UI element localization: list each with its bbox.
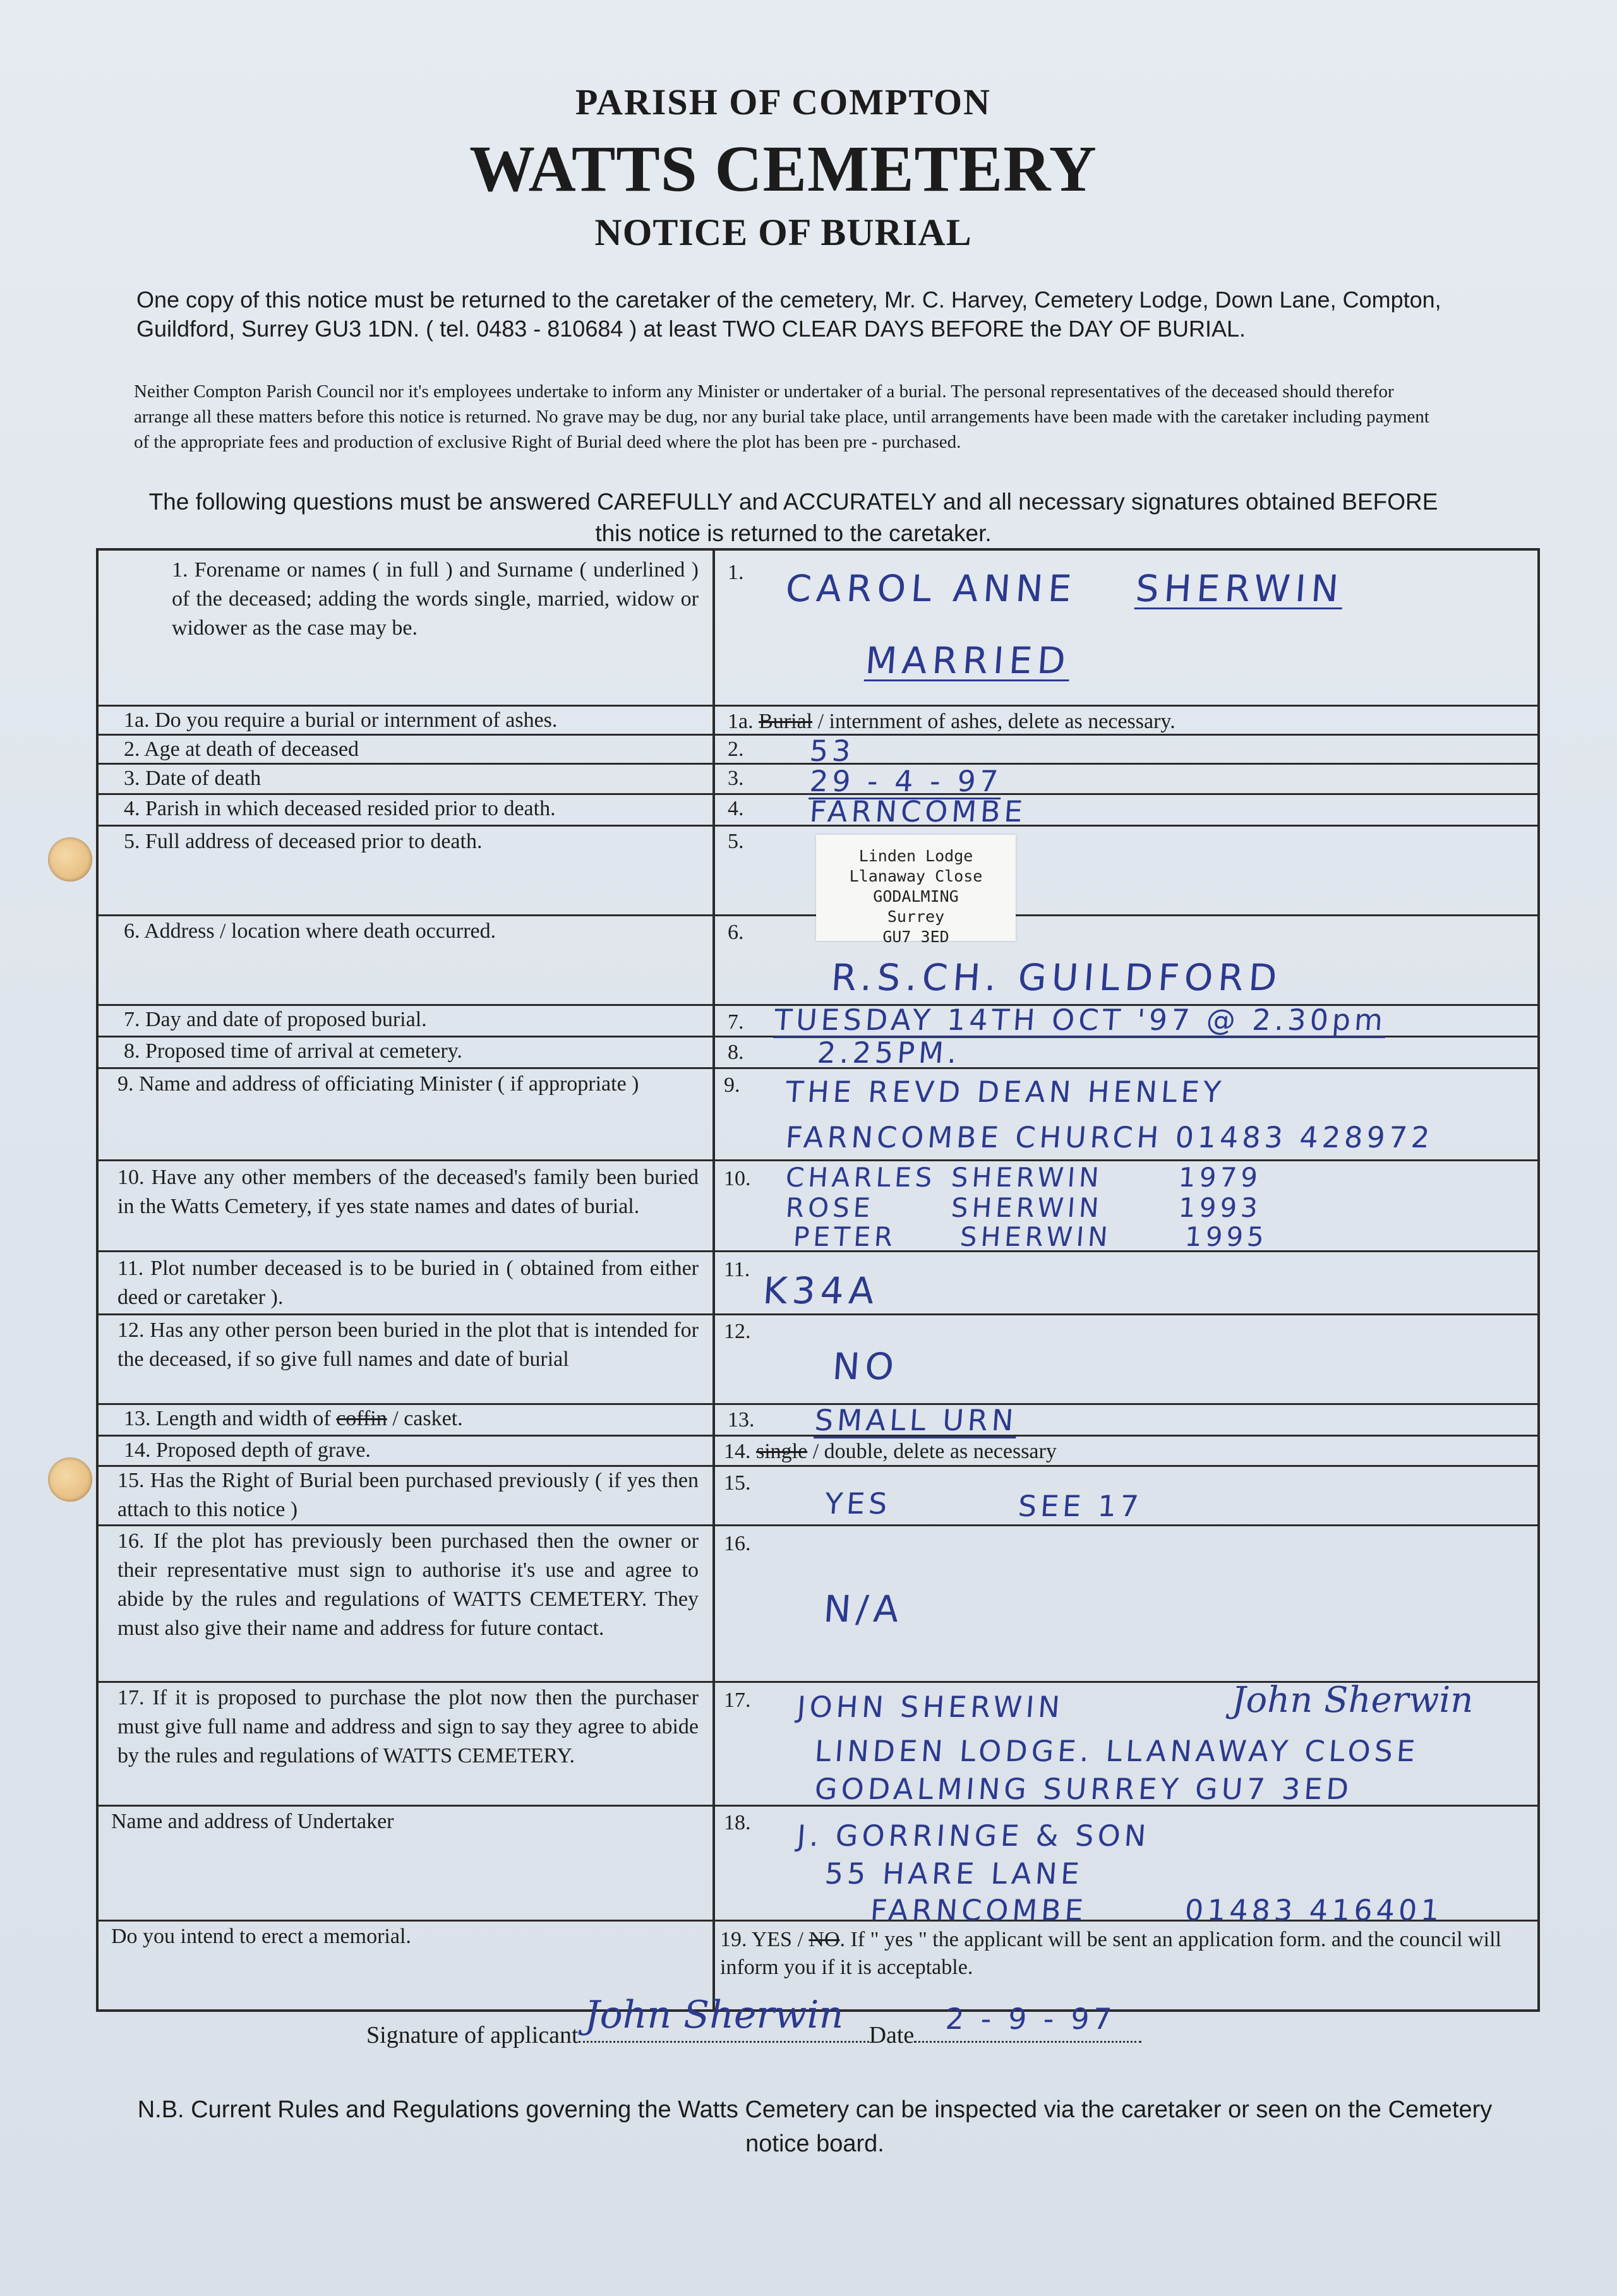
handwritten-purchaser-address-1: LINDEN LODGE. LLANAWAY CLOSE xyxy=(814,1734,1420,1768)
handwritten-family-surname-3: SHERWIN xyxy=(959,1221,1113,1252)
handwritten-age: 53 xyxy=(808,734,856,768)
handwritten-minister-name: THE REVD DEAN HENLEY xyxy=(784,1075,1226,1109)
answer-1a-number: 1a. xyxy=(728,710,754,733)
signature-label: Signature of applicant xyxy=(366,2022,579,2048)
handwritten-undertaker-street: 55 HARE LANE xyxy=(824,1857,1085,1891)
footer-note: N.B. Current Rules and Regulations governing the Watts Cemetery can be inspected via the caretaker or seen on the Cemetery notice board. xyxy=(137,2096,1493,2157)
question-7: 7. Day and date of proposed burial. xyxy=(124,1008,427,1031)
handwritten-q16: N/A xyxy=(822,1587,905,1630)
answer-number-3: 3. xyxy=(728,767,744,790)
address-line: Surrey xyxy=(887,907,945,926)
question-1a: 1a. Do you require a burial or internment of ashes. xyxy=(124,709,558,732)
signature-field[interactable] xyxy=(579,1993,869,2043)
question-10: 10. Have any other members of the deceased's family been buried in the Watts Cemetery, if yes state names and dates of burial. xyxy=(117,1166,699,1218)
question-19: Do you intend to erect a memorial. xyxy=(111,1925,411,1948)
question-15: 15. Has the Right of Burial been purchased previously ( if yes then attach to this notice ) xyxy=(117,1469,699,1521)
answer-number-15: 15. xyxy=(724,1471,751,1495)
handwritten-surname: SHERWIN xyxy=(1134,567,1345,610)
answer-1a-text: / internment of ashes, delete as necessary. xyxy=(817,710,1175,733)
address-label-sticker xyxy=(816,835,1016,946)
date-label: Date xyxy=(869,2022,915,2048)
answer-19-struck: NO xyxy=(808,1928,840,1951)
address-line: GU7 3ED xyxy=(882,928,949,946)
question-5: 5. Full address of deceased prior to death. xyxy=(124,830,483,853)
address-line: Llanaway Close xyxy=(849,867,983,885)
question-4: 4. Parish in which deceased resided prior to death. xyxy=(124,797,556,820)
question-12: 12. Has any other person been buried in the plot that is intended for the deceased, if so give full names and date of burial xyxy=(117,1318,699,1371)
row-divider xyxy=(96,1159,1540,1161)
question-14: 14. Proposed depth of grave. xyxy=(124,1438,371,1462)
handwritten-rob-purchased: YES xyxy=(824,1486,893,1521)
handwritten-arrival-time: 2.25PM. xyxy=(816,1036,962,1070)
disclaimer-paragraph: Neither Compton Parish Council nor it's employees undertake to inform any Minister or undertaker of a burial. The personal representatives of the deceased should therefor arrange all these matters before this notice is returned. No grave may be dug, nor any burial take place, until arrangements have been made with the caretaker including payment of the appropriate fees and production of exclusive Right of Burial deed where the plot has been pre - purchased. xyxy=(134,381,1429,452)
answer-number-9: 9. xyxy=(724,1073,740,1097)
handwritten-parish: FARNCOMBE xyxy=(808,794,1028,828)
row-divider xyxy=(96,1313,1540,1315)
answer-14-struck: single xyxy=(756,1440,808,1463)
question-13-text: 13. Length and width of xyxy=(124,1407,331,1430)
answer-number-11: 11. xyxy=(724,1258,750,1281)
handwritten-other-burial: NO xyxy=(831,1345,901,1388)
instructions-paragraph: The following questions must be answered CAREFULLY and ACCURATELY and all necessary signatures obtained BEFORE this notice is returned to the caretaker. xyxy=(148,489,1438,546)
handwritten-family-forename-3: PETER xyxy=(792,1221,898,1252)
question-2: 2. Age at death of deceased xyxy=(124,738,359,761)
answer-14 xyxy=(724,1437,1526,1466)
handwritten-undertaker-town: FARNCOMBE xyxy=(869,1893,1088,1927)
handwritten-marital-status: MARRIED xyxy=(863,639,1073,682)
answer-number-8: 8. xyxy=(728,1041,744,1064)
handwritten-purchaser-address-2: GODALMING SURREY GU7 3ED xyxy=(814,1772,1354,1806)
answer-19-text-end: . If " yes " the applicant will be sent an application form. and the council will inform you if it is acceptable. xyxy=(720,1928,1501,1979)
answer-1a xyxy=(728,707,1530,736)
answer-number-7: 7. xyxy=(728,1010,744,1034)
question-18: Name and address of Undertaker xyxy=(111,1810,394,1833)
question-11: 11. Plot number deceased is to be buried in ( obtained from either deed or caretaker ). xyxy=(117,1257,699,1309)
question-13 xyxy=(124,1404,705,1433)
table-column-divider xyxy=(712,548,715,2012)
answer-14-number: 14. xyxy=(724,1440,751,1463)
handwritten-family-forename-1: CHARLES xyxy=(784,1162,937,1193)
answer-number-17: 17. xyxy=(724,1689,751,1712)
question-17: 17. If it is proposed to purchase the plot now then the purchaser must give full name and address and sign to say they agree to abide by the rules and regulations of WATTS CEMETERY. xyxy=(117,1686,699,1767)
cemetery-title: WATTS CEMETERY xyxy=(469,133,1097,205)
handwritten-forenames: CAROL ANNE xyxy=(784,567,1078,610)
answer-14-text: / double, delete as necessary xyxy=(812,1440,1057,1463)
intro-paragraph: One copy of this notice must be returned to the caretaker of the cemetery, Mr. C. Harvey, Cemetery Lodge, Down Lane, Compton, Guildford, Surrey GU3 1DN. ( tel. 0483 - 810684 ) at least TWO CLEAR DAYS BEFORE the DAY OF BURIAL. xyxy=(136,287,1441,342)
answer-number-18: 18. xyxy=(724,1811,751,1834)
handwritten-family-year-3: 1995 xyxy=(1184,1221,1269,1252)
row-divider xyxy=(96,1524,1540,1526)
question-8: 8. Proposed time of arrival at cemetery. xyxy=(124,1039,462,1063)
answer-19 xyxy=(720,1926,1529,1982)
signature-date: 2 - 9 - 97 xyxy=(944,2002,1117,2036)
handwritten-purchaser-name: JOHN SHERWIN xyxy=(796,1690,1065,1724)
question-13-text-end: / casket. xyxy=(392,1407,463,1430)
answer-number-16: 16. xyxy=(724,1532,751,1555)
handwritten-death-location: R.S.CH. GUILDFORD xyxy=(829,956,1283,999)
applicant-signature: John Sherwin xyxy=(584,1993,844,2037)
handwritten-size: SMALL URN xyxy=(814,1403,1019,1437)
handwritten-family-surname-2: SHERWIN xyxy=(950,1192,1104,1223)
signature-row xyxy=(366,1993,1141,2049)
date-field[interactable] xyxy=(914,2002,1141,2043)
handwritten-family-surname-1: SHERWIN xyxy=(950,1162,1104,1193)
answer-number-2: 2. xyxy=(728,738,744,761)
answer-number-13: 13. xyxy=(728,1408,755,1432)
question-9: 9. Name and address of officiating Minister ( if appropriate ) xyxy=(117,1072,639,1096)
answer-number-12: 12. xyxy=(724,1320,751,1343)
answer-number-6: 6. xyxy=(728,921,744,944)
parish-title: PARISH OF COMPTON xyxy=(575,81,992,123)
question-3: 3. Date of death xyxy=(124,767,261,790)
handwritten-burial-date: TUESDAY 14TH OCT '97 @ 2.30pm xyxy=(773,1003,1388,1037)
handwritten-family-year-2: 1993 xyxy=(1177,1192,1263,1223)
handwritten-date-of-death: 29 - 4 - 97 xyxy=(808,764,1003,798)
punch-hole-bottom xyxy=(48,1457,92,1502)
answer-number-1: 1. xyxy=(728,561,744,584)
answer-number-5: 5. xyxy=(728,830,744,853)
handwritten-rob-reference: SEE 17 xyxy=(1017,1489,1144,1523)
answer-number-10: 10. xyxy=(724,1167,751,1190)
answer-1a-struck: Burial xyxy=(759,710,813,733)
handwritten-plot-number: K34A xyxy=(761,1269,881,1312)
notice-title: NOTICE OF BURIAL xyxy=(594,212,972,253)
handwritten-family-year-1: 1979 xyxy=(1177,1162,1263,1193)
handwritten-undertaker-name: J. GORRINGE & SON xyxy=(796,1819,1151,1853)
handwritten-family-forename-2: ROSE xyxy=(784,1192,875,1223)
question-6: 6. Address / location where death occurred. xyxy=(124,919,496,943)
purchaser-signature: John Sherwin xyxy=(1232,1680,1474,1721)
punch-hole-top xyxy=(48,837,92,882)
question-1: 1. Forename or names ( in full ) and Surname ( underlined ) of the deceased; adding the words single, married, widow or widower as the case may be. xyxy=(172,558,699,640)
address-line: GODALMING xyxy=(873,887,959,906)
answer-19-text: 19. YES / xyxy=(720,1928,803,1951)
handwritten-undertaker-phone: 01483 416401 xyxy=(1184,1893,1445,1927)
question-13-struck: coffin xyxy=(336,1407,387,1430)
address-line: Linden Lodge xyxy=(858,847,973,865)
answer-number-4: 4. xyxy=(728,797,744,820)
handwritten-minister-address: FARNCOMBE CHURCH 01483 428972 xyxy=(784,1120,1435,1154)
question-16: 16. If the plot has previously been purchased then the owner or their representative must sign to authorise it's use and agree to abide by the rules and regulations of WATTS CEMETERY. They must also give their name and address for future contact. xyxy=(117,1529,699,1640)
